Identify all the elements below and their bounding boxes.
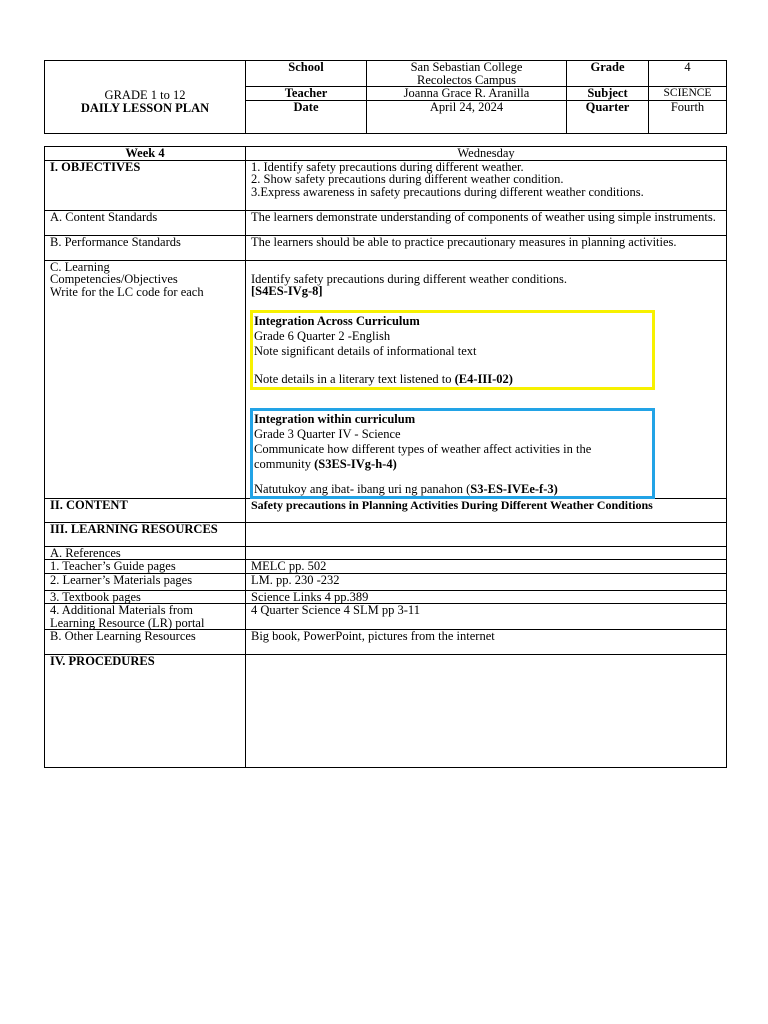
school-value [367, 61, 567, 87]
lc-label [45, 260, 246, 498]
across-title: Integration Across Curriculum [254, 314, 420, 328]
other-resources-label: B. Other Learning Resources [45, 630, 246, 655]
objective-item: 1. Identify safety precautions during different weather. [251, 159, 524, 174]
teacher-label: Teacher [246, 87, 367, 101]
lc-label-line1: C. Learning [50, 259, 110, 274]
grade-range: GRADE 1 to 12 [104, 88, 186, 103]
additional-label-line1: 4. Additional Materials from [50, 603, 194, 617]
content-standards-label: A. Content Standards [45, 210, 246, 235]
quarter-value: Fourth [649, 100, 727, 133]
tg-value: MELC pp. 502 [246, 560, 727, 574]
other-resources-value: Big book, PowerPoint, pictures from the internet [246, 630, 727, 655]
content-value: Safety precautions in Planning Activities During Different Weather Conditions [246, 498, 727, 522]
across-code: (E4-III-02) [454, 372, 513, 386]
within-line3-wrap [253, 457, 652, 472]
lc-label-line2: Competencies/Objectives [50, 272, 178, 286]
header-table [44, 60, 727, 134]
within-title: Integration within curriculum [254, 412, 416, 426]
textbook-label: 3. Textbook pages [45, 590, 246, 604]
across-line1: Grade 6 Quarter 2 -English [254, 329, 391, 343]
lc-label-line3: Write for the LC code for each [50, 284, 204, 299]
teacher-value: Joanna Grace R. Aranilla [367, 87, 567, 101]
objectives-list [246, 160, 727, 210]
school-value-line2: Recolectos Campus [417, 72, 516, 87]
within-line3: community [254, 457, 315, 471]
integration-across-box [250, 310, 655, 390]
objectives-label: I. OBJECTIVES [45, 160, 246, 210]
performance-standards-value: The learners should be able to practice precautionary measures in planning activities. [246, 235, 727, 260]
textbook-value: Science Links 4 pp.389 [246, 590, 727, 604]
date-value: April 24, 2024 [367, 100, 567, 133]
across-line3: Note details in a literary text listened to [254, 372, 455, 386]
subject-value: SCIENCE [649, 87, 727, 101]
procedures-label: IV. PROCEDURES [45, 655, 246, 768]
school-label: School [246, 61, 367, 87]
quarter-label: Quarter [567, 100, 649, 133]
school-value-line1: San Sebastian College [410, 60, 523, 74]
performance-standards-label: B. Performance Standards [45, 235, 246, 260]
within-code1: (S3ES-IVg-h-4) [314, 457, 397, 471]
grade-label: Grade [567, 61, 649, 87]
content-standards-value: The learners demonstrate understanding of components of weather using simple instruments. [246, 210, 727, 235]
lm-label: 2. Learner’s Materials pages [45, 573, 246, 590]
lc-text: Identify safety precautions during different weather conditions. [251, 271, 567, 286]
within-line2: Communicate how different types of weather affect activities in the [254, 442, 592, 456]
integration-within-box [250, 408, 655, 499]
within-line4: Natutukoy ang ibat- ibang uri ng panahon ( [254, 482, 471, 496]
objective-item: 2. Show safety precautions during different weather condition. [251, 172, 564, 186]
additional-label [45, 604, 246, 630]
references-value [246, 546, 727, 560]
grade-value: 4 [649, 61, 727, 87]
day-label: Wednesday [246, 147, 727, 161]
title-cell [45, 61, 246, 134]
lc-code: [S4ES-IVg-8] [251, 284, 323, 298]
resources-label: III. LEARNING RESOURCES [45, 522, 246, 546]
within-line1: Grade 3 Quarter IV - Science [254, 427, 401, 441]
objective-item: 3.Express awareness in safety precautions during different weather conditions. [251, 184, 644, 199]
content-label: II. CONTENT [45, 498, 246, 522]
resources-value [246, 522, 727, 546]
tg-label: 1. Teacher’s Guide pages [45, 560, 246, 574]
procedures-value [246, 655, 727, 768]
subject-label: Subject [567, 87, 649, 101]
across-line2: Note significant details of informational text [254, 344, 477, 358]
across-line3-wrap [253, 372, 652, 387]
date-label: Date [246, 100, 367, 133]
doc-title: DAILY LESSON PLAN [80, 100, 210, 115]
within-line4-wrap [253, 482, 652, 497]
within-code2: S3-ES-IVEe-f-3) [470, 482, 558, 496]
additional-label-line2: Learning Resource (LR) portal [50, 615, 205, 630]
lm-value: LM. pp. 230 -232 [246, 573, 727, 590]
week-label: Week 4 [45, 147, 246, 161]
additional-value: 4 Quarter Science 4 SLM pp 3-11 [246, 604, 727, 630]
references-label: A. References [45, 546, 246, 560]
